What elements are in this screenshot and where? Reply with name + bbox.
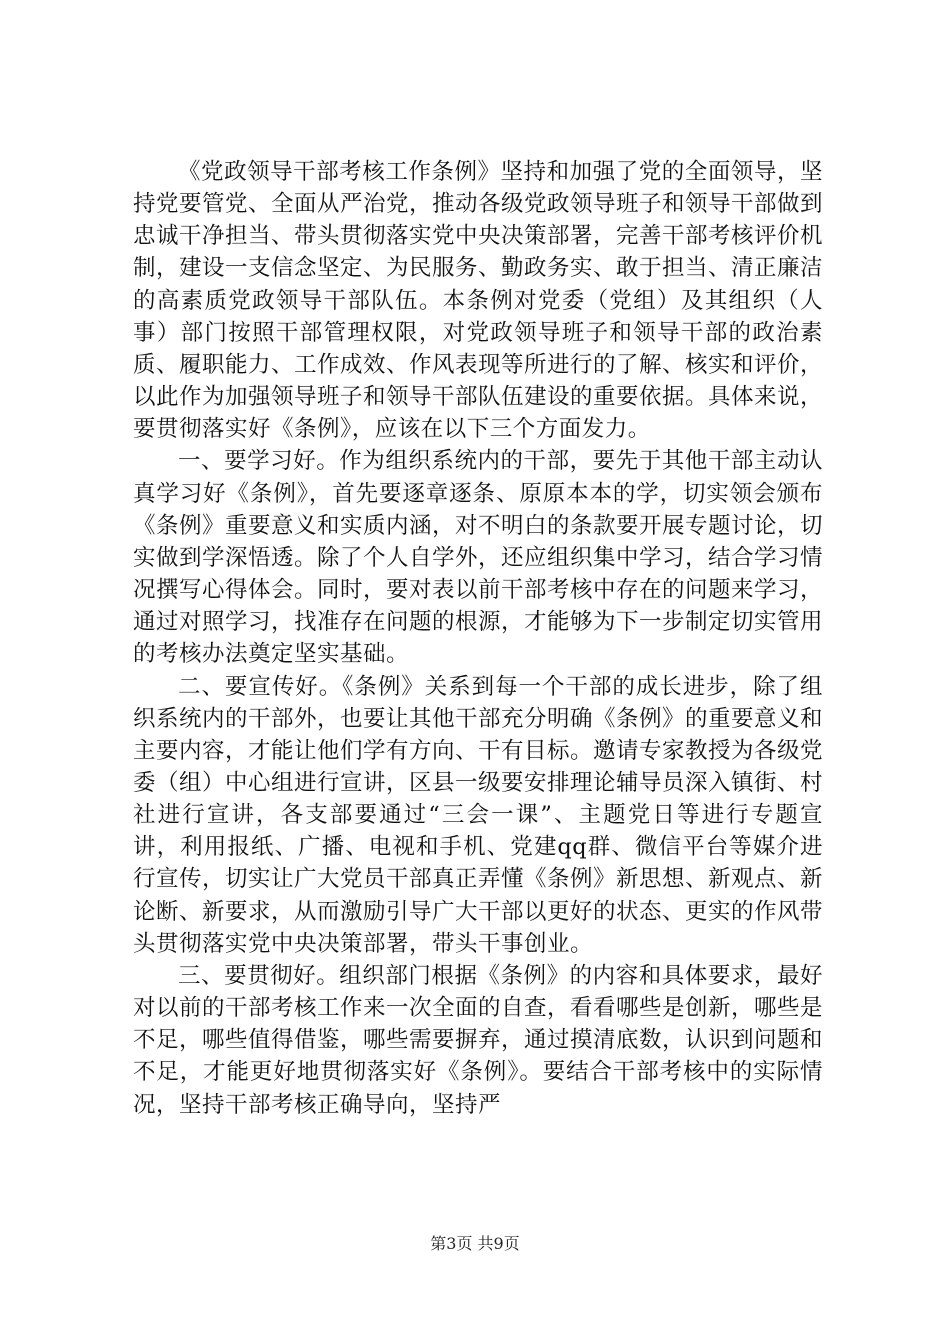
paragraph-section-1: 一、要学习好。作为组织系统内的干部，要先于其他干部主动认真学习好《条例》，首先要逐章逐条、原原本本的学，切实领会颁布《条例》重要意义和实质内涵，对不明白的条款要开展专题讨论，切实做到学深悟透。除了个人自学外，还应组织集中学习，结合学习情况撰写心得体会。同时，要对表以前干部考核中存在的问题来学习，通过对照学习，找准存在问题的根源，才能够为下一步制定切实管用的考核办法奠定坚实基础。 [133, 448, 824, 668]
page-number: 第3页 共9页 [430, 1234, 520, 1253]
document-body [133, 156, 823, 1121]
paragraph-section-3: 三、要贯彻好。组织部门根据《条例》的内容和具体要求，最好对以前的干部考核工作来一次全面的自查，看看哪些是创新，哪些是不足，哪些值得借鉴，哪些需要摒弃，通过摸清底数，认识到问题和不足，才能更好地贯彻落实好《条例》。要结合干部考核中的实际情况，坚持干部考核正确导向，坚持严 [133, 962, 824, 1118]
paragraph-section-2: 二、要宣传好。《条例》关系到每一个干部的成长进步，除了组织系统内的干部外，也要让其他干部充分明确《条例》的重要意义和主要内容，才能让他们学有方向、干有目标。邀请专家教授为各级党委（组）中心组进行宣讲，区县一级要安排理论辅导员深入镇街、村社进行宣讲，各支部要通过“三会一课”、主题党日等进行专题宣讲，利用报纸、广播、电视和手机、党建qq群、微信平台等媒介进行宣传，切实让广大党员干部真正弄懂《条例》新思想、新观点、新论断、新要求，从而激励引导广大干部以更好的状态、更实的作风带头贯彻落实党中央决策部署，带头干事创业。 [133, 673, 824, 957]
page-footer [0, 1234, 950, 1254]
paragraph-intro: 《党政领导干部考核工作条例》坚持和加强了党的全面领导，坚持党要管党、全面从严治党，推动各级党政领导班子和领导干部做到忠诚干净担当、带头贯彻落实党中央决策部署，完善干部考核评价机制，建设一支信念坚定、为民服务、勤政务实、敢于担当、清正廉洁的高素质党政领导干部队伍。本条例对党委（党组）及其组织（人事）部门按照干部管理权限，对党政领导班子和领导干部的政治素质、履职能力、工作成效、作风表现等所进行的了解、核实和评价，以此作为加强领导班子和领导干部队伍建设的重要依据。具体来说，要贯彻落实好《条例》，应该在以下三个方面发力。 [133, 159, 824, 443]
